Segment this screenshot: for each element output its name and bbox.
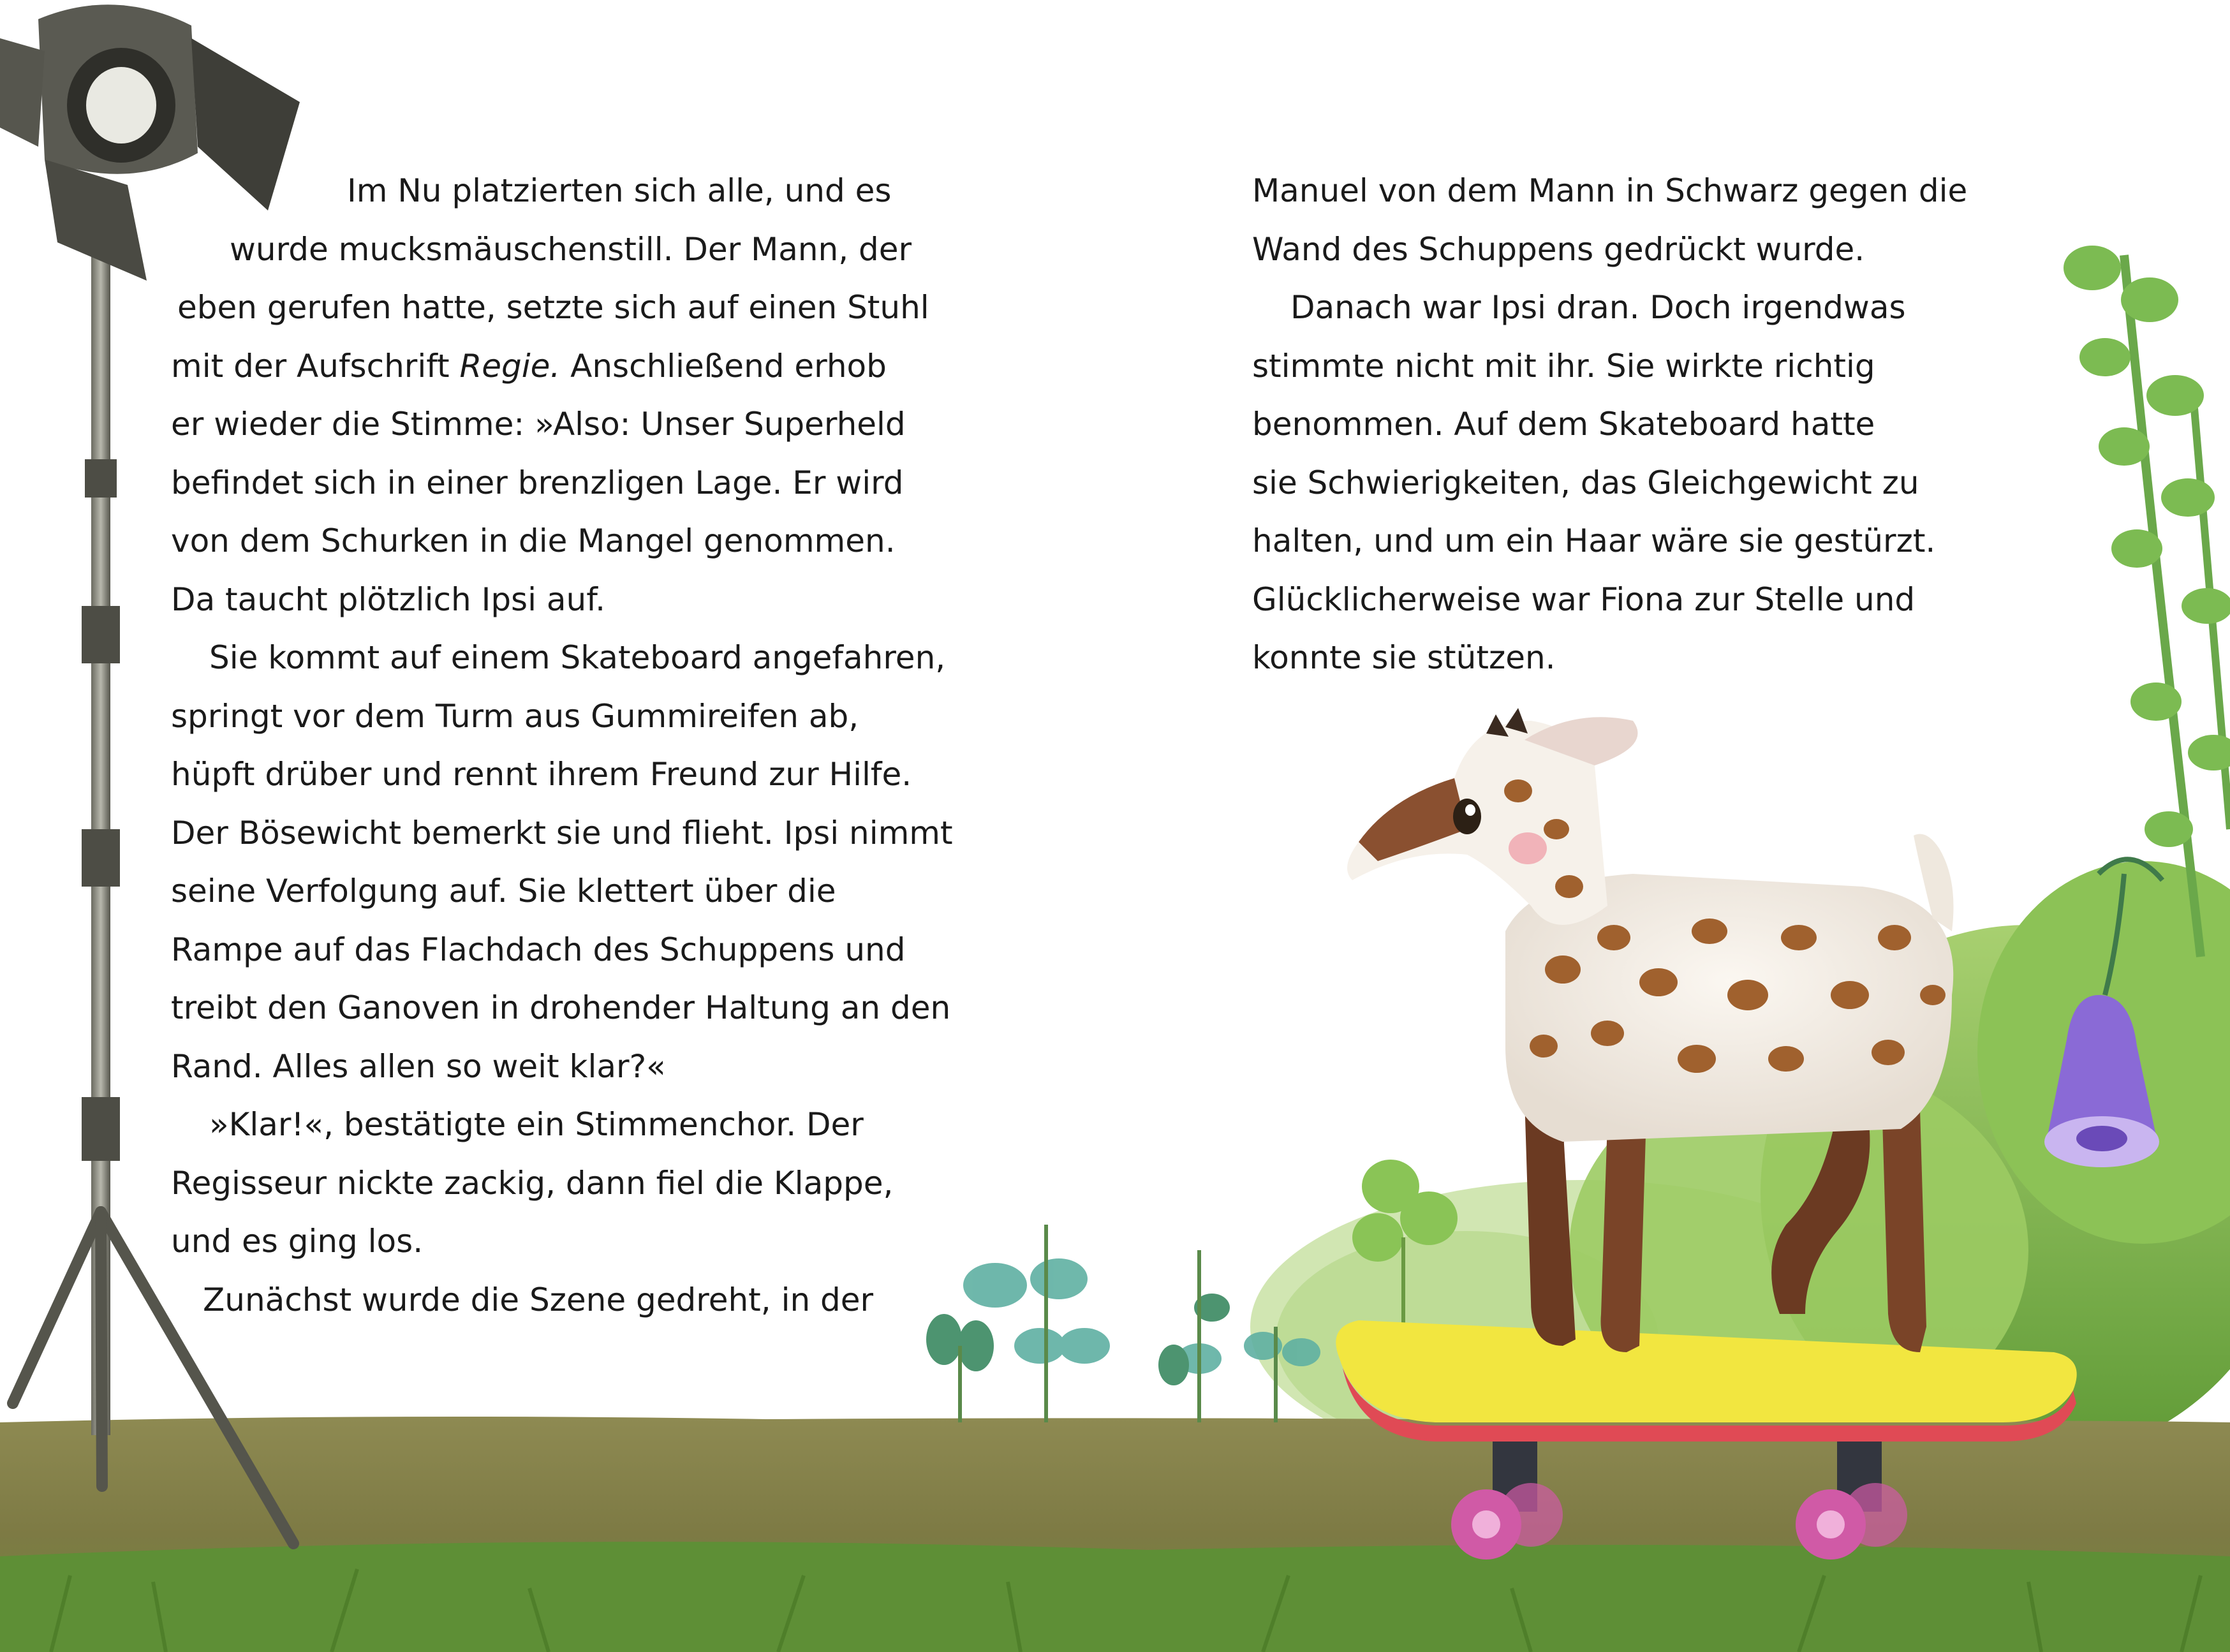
text-line: Manuel von dem Mann in Schwarz gegen die — [1252, 172, 1968, 209]
text-line: Da taucht plötzlich Ipsi auf. — [171, 580, 606, 618]
text-line: befindet sich in einer brenzligen Lage. Er wird — [171, 464, 904, 501]
text-line: hüpft drüber und rennt ihrem Freund zur Hilfe. — [171, 756, 912, 793]
text-line: Rampe auf das Flachdach des Schuppens und — [171, 931, 906, 968]
text-line: sie Schwierigkeiten, das Gleichgewicht zu — [1252, 464, 1919, 501]
text-line: halten, und um ein Haar wäre sie gestürzt. — [1252, 522, 1936, 559]
left-page-text — [171, 162, 1013, 1329]
text-line: konnte sie stützen. — [1252, 639, 1556, 676]
text-line: Glücklicherweise war Fiona zur Stelle und — [1252, 580, 1916, 618]
text-line: Zunächst wurde die Szene gedreht, in der — [203, 1281, 874, 1318]
text-line: eben gerufen hatte, setzte sich auf einen Stuhl — [177, 289, 929, 326]
text-line: Rand. Alles allen so weit klar?« — [171, 1047, 666, 1085]
text-line: springt vor dem Turm aus Gummireifen ab, — [171, 697, 859, 735]
text-line: stimmte nicht mit ihr. Sie wirkte richtig — [1252, 347, 1875, 385]
italic-text: Regie. — [459, 347, 561, 385]
text-line: von dem Schurken in die Mangel genommen. — [171, 522, 896, 559]
right-page-text — [1252, 162, 2094, 688]
text-line: Sie kommt auf einem Skateboard angefahren, — [209, 639, 946, 676]
text-line: Danach war Ipsi dran. Doch irgendwas — [1290, 289, 1906, 326]
text-line: treibt den Ganoven in drohender Haltung an den — [171, 989, 951, 1026]
text-line: wurde mucksmäuschenstill. Der Mann, der — [230, 230, 912, 268]
text-line: und es ging los. — [171, 1223, 424, 1260]
text-line: Der Bösewicht bemerkt sie und flieht. Ipsi nimmt — [171, 814, 953, 852]
text-line — [171, 337, 1013, 396]
text-line: Im Nu platzierten sich alle, und es — [347, 172, 892, 209]
text-line: benommen. Auf dem Skateboard hatte — [1252, 406, 1875, 443]
text-line: Regisseur nickte zackig, dann fiel die Klappe, — [171, 1164, 894, 1202]
text-line: er wieder die Stimme: »Also: Unser Superheld — [171, 406, 906, 443]
text-line: Wand des Schuppens gedrückt wurde. — [1252, 230, 1865, 268]
text-line: seine Verfolgung auf. Sie klettert über die — [171, 873, 836, 910]
text-segment: Anschließend erhob — [560, 347, 887, 385]
text-segment: mit der Aufschrift — [171, 347, 460, 385]
text-line: »Klar!«, bestätigte ein Stimmenchor. Der — [209, 1106, 864, 1143]
